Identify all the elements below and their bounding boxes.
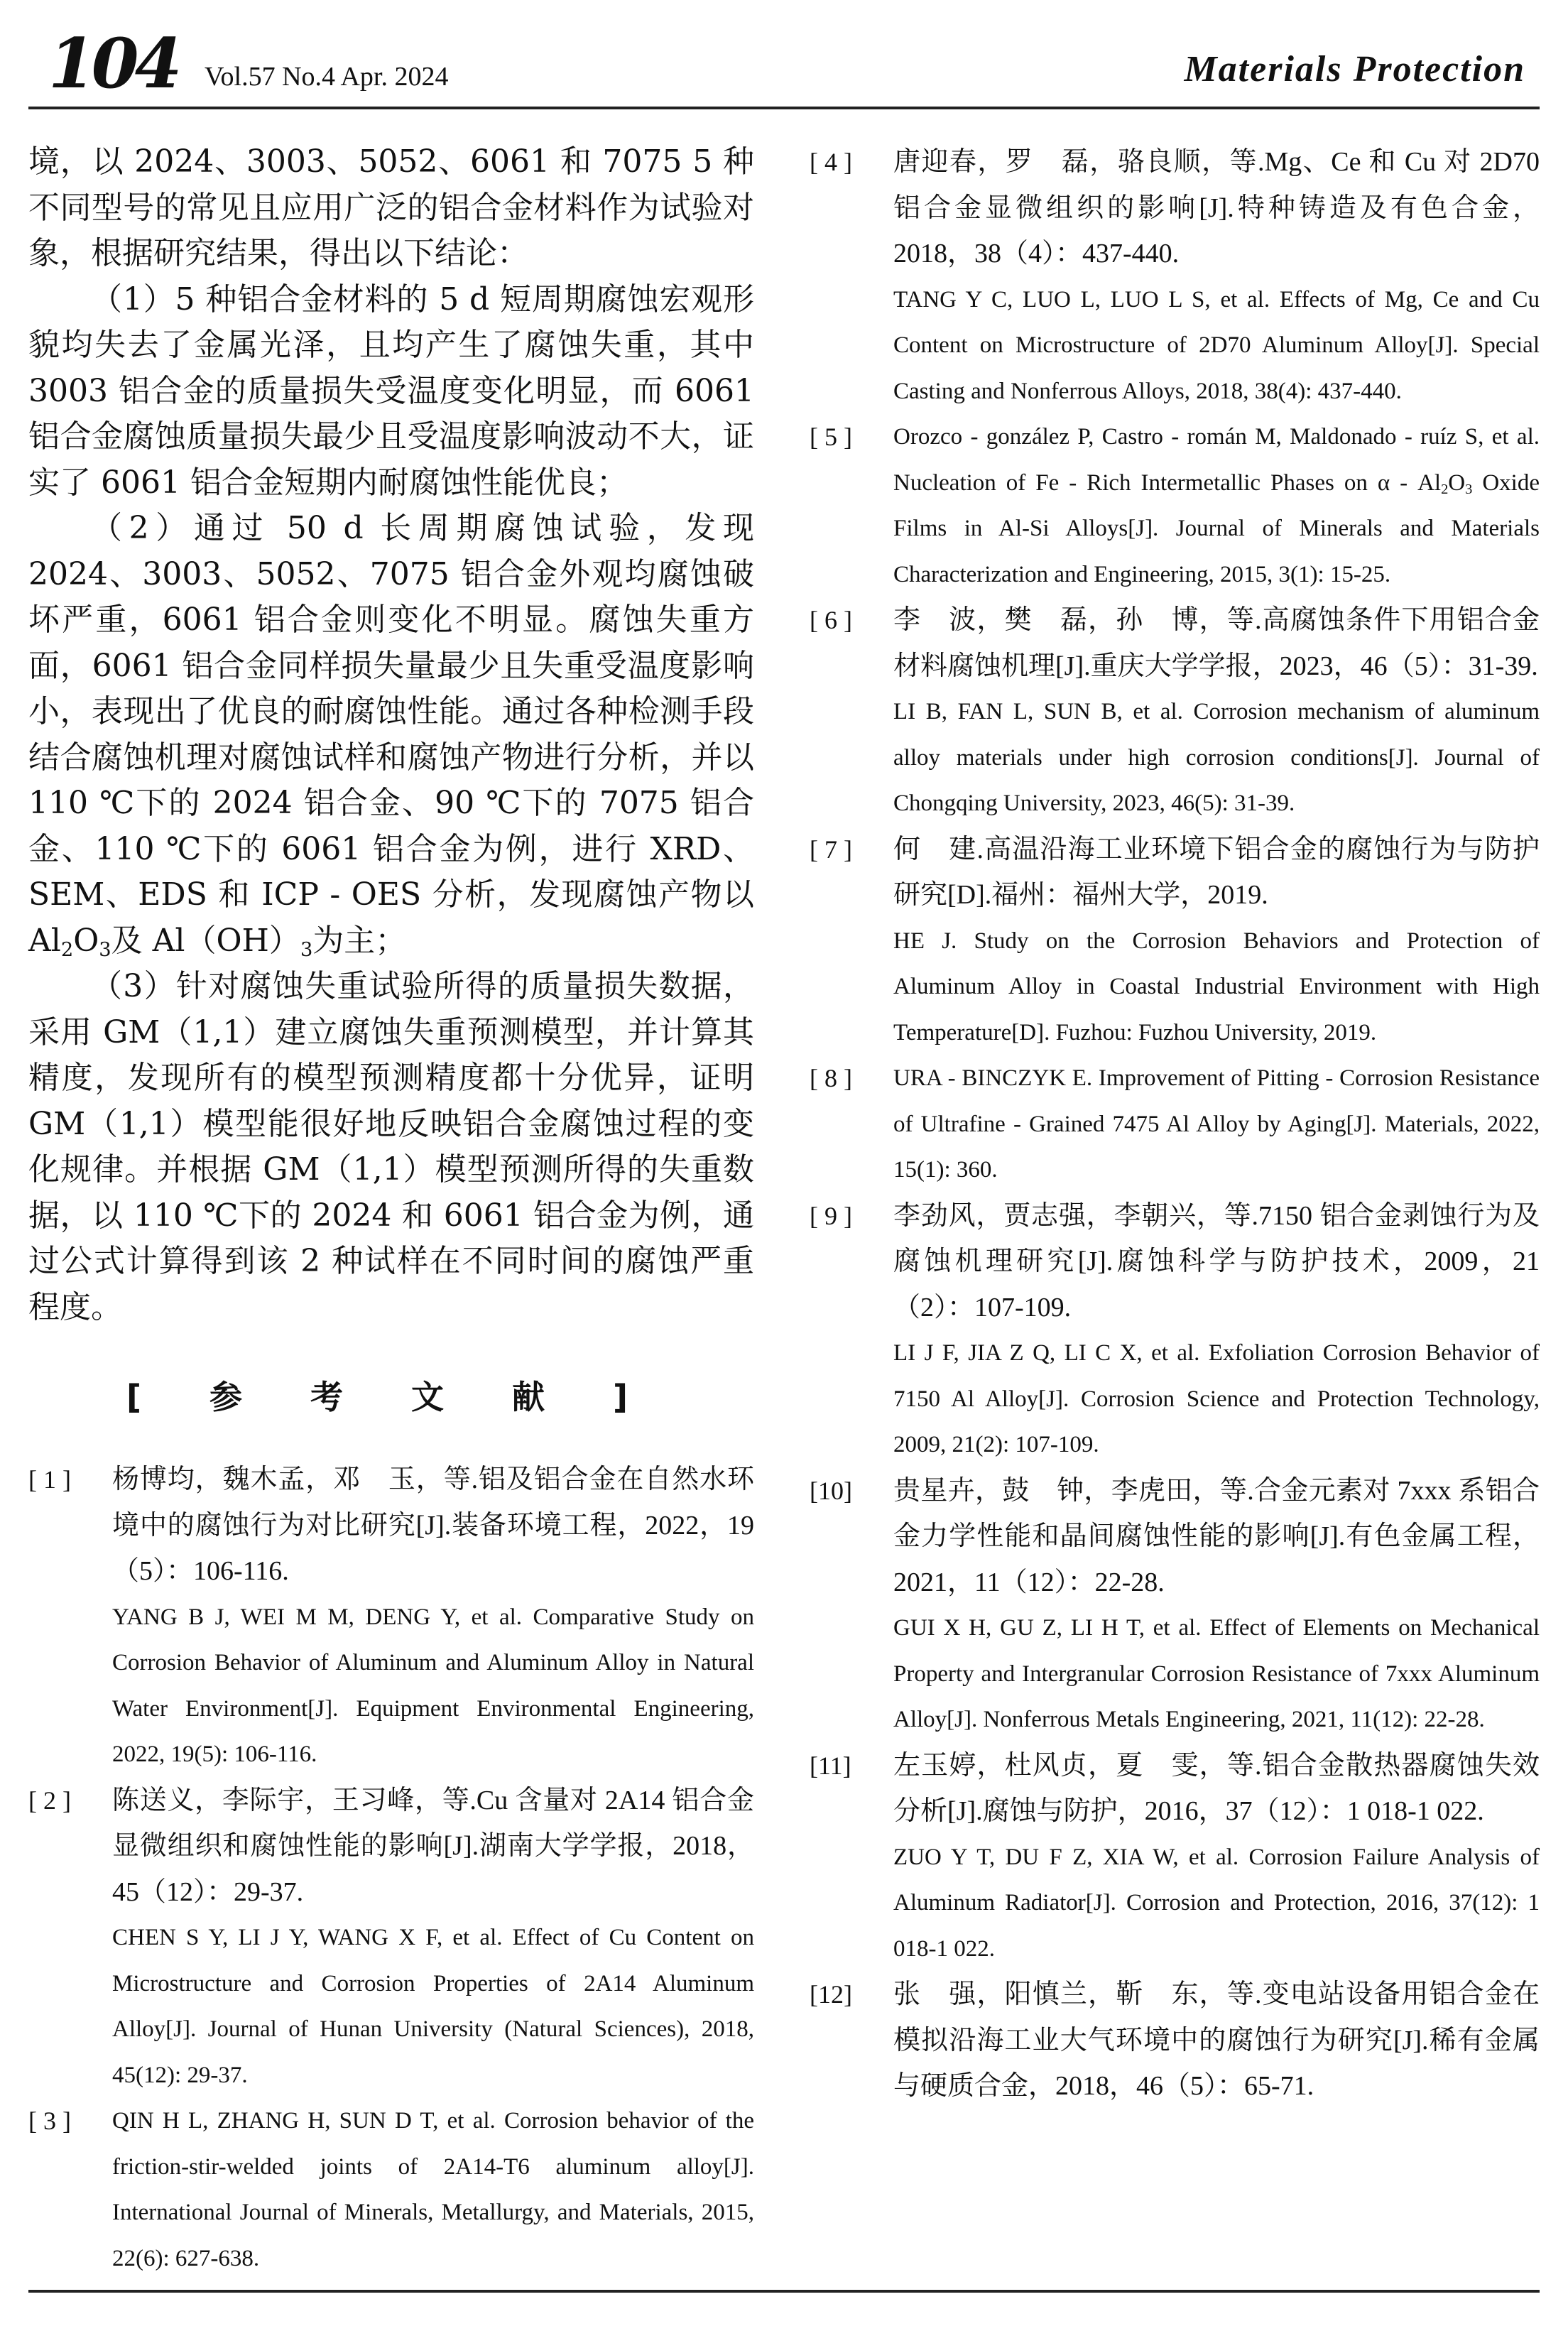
reference-en [893,414,1540,597]
reference-cn: 杨博均，魏木孟，邓 玉，等.铝及铝合金在自然水环境中的腐蚀行为对比研究[J].装备环境工程，2022，19（5）：106-116. [112,1465,754,1586]
reference-item [810,1055,1540,1193]
reference-cn: 唐迎春，罗 磊，骆良顺，等.Mg、Ce 和 Cu 对 2D70 铝合金显微组织的影响[J].特种铸造及有色合金，2018，38（4）：437-440. [893,147,1540,268]
reference-cn: 贵星卉，鼓 钟，李虎田，等.合金元素对 7xxx 系铝合金力学性能和晶间腐蚀性能的影响[J].有色金属工程，2021，11（12）：22-28. [893,1475,1540,1597]
reference-number: [ 5 ] [810,423,852,451]
reference-en: QIN H L, ZHANG H, SUN D T, et al. Corrosion behavior of the friction-stir-welded joints of 2A14-T6 aluminum alloy[J]. International Journal of Minerals, Metallurgy, and Materials, 2015, 22(6): 627-638. [112,2108,754,2271]
reference-number: [12] [810,1980,852,2009]
reference-en: GUI X H, GU Z, LI H T, et al. Effect of Elements on Mechanical Property and Intergranular Corrosion Resistance of 7xxx Aluminum Alloy[J]. Nonferrous Metals Engineering, 2021, 11(12): 22-28. [893,1615,1540,1732]
page-number: 104 [48,23,178,104]
conclusion-2-text: 为主； [312,922,407,959]
footer-rule [28,2290,1540,2293]
journal-title: Materials Protection [1184,49,1525,89]
reference-cn: 左玉婷，杜风贞，夏 雯，等.铝合金散热器腐蚀失效分析[J].腐蚀与防护，2016，37（12）：1 018-1 022. [893,1750,1540,1826]
reference-number: [11] [810,1751,851,1780]
reference-number: [ 4 ] [810,148,852,176]
reference-en: CHEN S Y, LI J Y, WANG X F, et al. Effect of Cu Content on Microstructure and Corrosion Properties of 2A14 Aluminum Alloy[J]. Journal of Hunan University (Natural Sciences), 2018, 45(12): 29-37. [112,1925,754,2088]
reference-item [810,414,1540,597]
reference-item [28,2098,754,2281]
chem-sub: 3 [300,938,313,961]
reference-cn: 何 建.高温沿海工业环境下铝合金的腐蚀行为与防护研究[D].福州：福州大学，2019. [893,834,1540,910]
reference-en: ZUO Y T, DU F Z, XIA W, et al. Corrosion Failure Analysis of Aluminum Radiator[J]. Corrosion and Protection, 2016, 37(12): 1 018-1 022. [893,1844,1540,1962]
conclusion-2 [28,506,754,964]
reference-item [810,1743,1540,1972]
reference-item [28,1778,754,2099]
conclusion-2-text: 及 Al（OH） [111,922,300,959]
body-paragraph-1: 境，以 2024、3003、5052、6061 和 7075 5 种不同型号的常见且应用广泛的铝合金材料作为试验对象，根据研究结果，得出以下结论： [28,143,754,271]
chem-sub: 2 [60,938,74,961]
reference-cn: 李劲风，贾志强，李朝兴，等.7150 铝合金剥蚀行为及腐蚀机理研究[J].腐蚀科学与防护技术，2009，21（2）：107-109. [893,1200,1540,1322]
reference-item [28,1457,754,1778]
reference-number: [ 2 ] [28,1786,71,1815]
reference-cn: 陈送义，李际宇，王习峰，等.Cu 含量对 2A14 铝合金显微组织和腐蚀性能的影响[J].湖南大学学报，2018，45（12）：29-37. [112,1785,754,1907]
conclusion-2-text: （2）通过 50 d 长周期腐蚀试验，发现 2024、3003、5052、7075 铝合金外观均腐蚀破坏严重，6061 铝合金则变化不明显。腐蚀失重方面，6061 铝合金同样损失量最少且失重受温度影响小，表现出了优良的耐腐蚀性能。通过各种检测手段结合腐蚀机理对腐蚀试样和腐蚀产物进行分析，并以 110 ℃下的 2024 铝合金、90 ℃下的 7075 铝合金、110 ℃下的 6061 铝合金为例，进行 XRD、SEM、EDS 和 ICP - OES 分析，发现腐蚀产物以 [28,510,754,913]
references-heading: [ 参 考 文 献 ] [126,1378,657,1416]
reference-number: [ 1 ] [28,1465,71,1494]
conclusion-3: （3）针对腐蚀失重试验所得的质量损失数据，采用 GM（1,1）建立腐蚀失重预测模型，并计算其精度，发现所有的模型预测精度都十分优异，证明 GM（1,1）模型能很好地反映铝合金腐蚀过程的变化规律。并根据 GM（1,1）模型预测所得的失重数据，以 110 ℃下的 2024 和 6061 铝合金为例，通过公式计算得到该 2 种试样在不同时间的腐蚀严重程度。 [28,968,754,1325]
reference-item [810,827,1540,1056]
reference-en: HE J. Study on the Corrosion Behaviors and Protection of Aluminum Alloy in Coastal Industrial Environment with High Temperature[D]. Fuzhou: Fuzhou University, 2019. [893,928,1540,1045]
chem-o: O [73,922,99,959]
left-column [28,139,754,2281]
chem-sub: 3 [1465,481,1473,497]
reference-item [810,1468,1540,1743]
reference-item [810,597,1540,827]
reference-item [810,1972,1540,2109]
reference-en: TANG Y C, LUO L, LUO L S, et al. Effects of Mg, Ce and Cu Content on Microstructure of 2D70 Aluminum Alloy[J]. Special Casting and Nonferrous Alloys, 2018, 38(4): 437-440. [893,286,1540,404]
page-header [28,23,1540,108]
chem-sub: 3 [99,938,111,961]
issue-info: Vol.57 No.4 Apr. 2024 [205,62,449,92]
reference-en: URA - BINCZYK E. Improvement of Pitting - Corrosion Resistance of Ultrafine - Grained 7475 Al Alloy by Aging[J]. Materials, 2022, 15(1): 360. [893,1065,1540,1183]
reference-number: [ 7 ] [810,835,852,864]
reference-cn: 李 波，樊 磊，孙 博，等.高腐蚀条件下用铝合金材料腐蚀机理[J].重庆大学学报，2023，46（5）：31-39. [893,605,1540,681]
right-column [810,139,1540,2109]
reference-number: [10] [810,1476,852,1505]
reference-item [810,1193,1540,1468]
reference-cn: 张 强，阳慎兰，靳 东，等.变电站设备用铝合金在模拟沿海工业大气环境中的腐蚀行为研究[J].稀有金属与硬质合金，2018，46（5）：65-71. [893,1979,1540,2101]
reference-en-text: Orozco - gonzález P, Castro - román M, Maldonado - ruíz S, et al. Nucleation of Fe - Rich Intermetallic Phases on α - Al [893,424,1540,496]
chem-sub: 2 [1441,481,1449,497]
reference-en: LI B, FAN L, SUN B, et al. Corrosion mechanism of aluminum alloy materials under high corrosion conditions[J]. Journal of Chongqing University, 2023, 46(5): 31-39. [893,699,1540,816]
reference-number: [ 9 ] [810,1201,852,1230]
reference-en-text: Oxide Films in Al-Si Alloys[J]. Journal of Minerals and Materials Characterization and Engineering, 2015, 3(1): 15-25. [893,469,1540,587]
chem-o: O [1448,469,1466,496]
reference-en: YANG B J, WEI M M, DENG Y, et al. Comparative Study on Corrosion Behavior of Aluminum and Aluminum Alloy in Natural Water Environment[J]. Equipment Environmental Engineering, 2022, 19(5): 106-116. [112,1604,754,1767]
conclusion-1: （1）5 种铝合金材料的 5 d 短周期腐蚀宏观形貌均失去了金属光泽，且均产生了腐蚀失重，其中 3003 铝合金的质量损失受温度变化明显，而 6061 铝合金腐蚀质量损失最少且受温度影响波动不大，证实了 6061 铝合金短期内耐腐蚀性能优良； [28,281,754,501]
reference-en: LI J F, JIA Z Q, LI C X, et al. Exfoliation Corrosion Behavior of 7150 Al Alloy[J]. Corrosion Science and Protection Technology, 2009, 21(2): 107-109. [893,1340,1540,1457]
chem-al: Al [28,922,61,959]
reference-number: [ 8 ] [810,1064,852,1092]
reference-number: [ 3 ] [28,2107,71,2135]
reference-item [810,139,1540,414]
header-rule [28,107,1540,109]
reference-number: [ 6 ] [810,606,852,634]
